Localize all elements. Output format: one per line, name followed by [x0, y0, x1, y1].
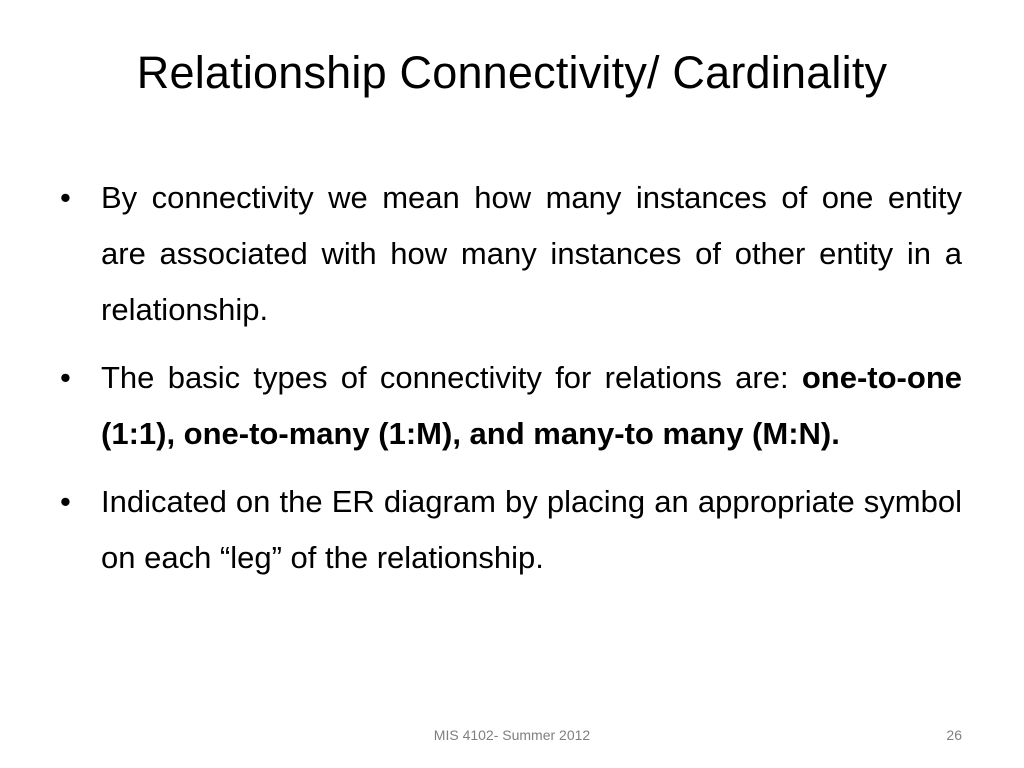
bullet-text-bold: one-to-one (1:1), one-to-many (1:M), and many-to many (M:N).: [101, 360, 962, 451]
bullet-icon: •: [60, 180, 71, 215]
bullet-list: [60, 170, 962, 598]
bullet-icon: •: [60, 484, 71, 519]
bullet-text: Indicated on the ER diagram by placing an appropriate symbol on each “leg” of the relationship.: [101, 484, 962, 575]
footer-page-number: 26: [946, 727, 962, 743]
bullet-text-prefix: The basic types of connectivity for relations are:: [101, 360, 802, 395]
footer-course-label: MIS 4102- Summer 2012: [433, 727, 591, 743]
bullet-item-er-diagram-symbol: [60, 474, 962, 586]
bullet-text: By connectivity we mean how many instances of one entity are associated with how many instances of other entity in a relationship.: [101, 180, 962, 327]
bullet-item-connectivity-types: [60, 350, 962, 462]
slide-title: Relationship Connectivity/ Cardinality: [136, 47, 888, 98]
bullet-icon: •: [60, 360, 71, 395]
bullet-item-connectivity-definition: [60, 170, 962, 338]
